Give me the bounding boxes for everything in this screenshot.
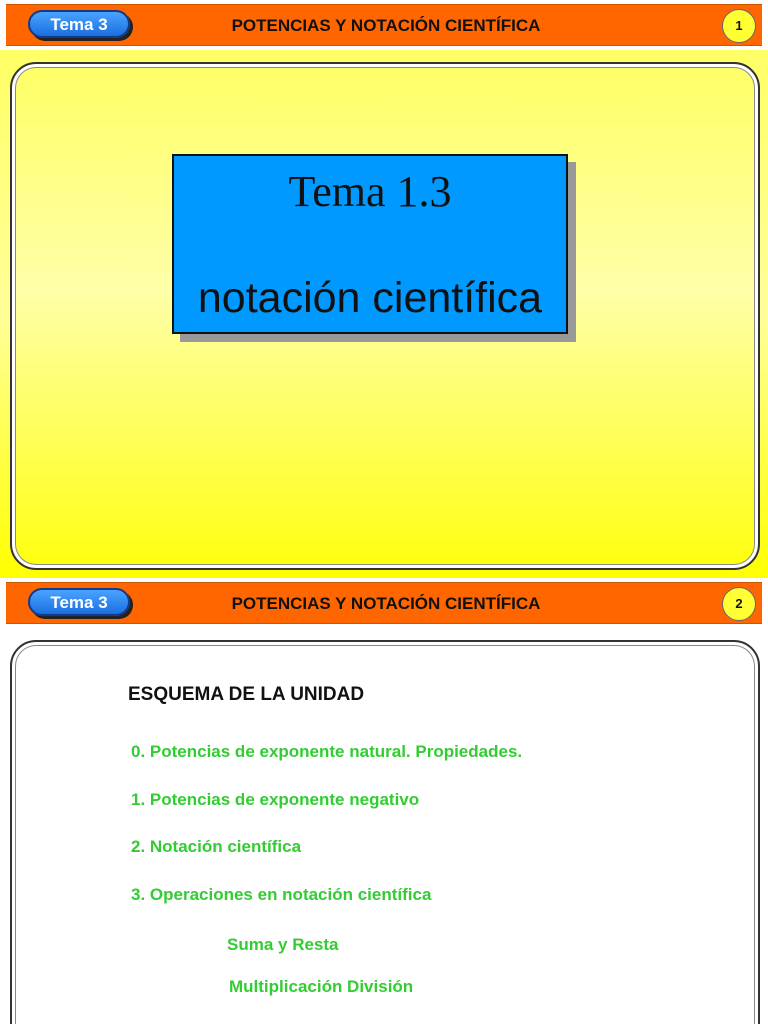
outline-subitem-multiplicacion-division: Multiplicación División	[229, 977, 414, 996]
title-line-2: notación científica	[197, 274, 543, 322]
page-number-badge: 2	[722, 587, 756, 621]
title-line-1: Tema 1.3	[288, 167, 452, 216]
page-number-badge: 1	[722, 9, 756, 43]
tema-button[interactable]: Tema 3	[28, 10, 130, 38]
outline-heading: ESQUEMA DE LA UNIDAD	[128, 684, 365, 705]
slide-2-frame	[10, 640, 760, 1024]
tema-button[interactable]: Tema 3	[28, 588, 130, 616]
outline-item-3: 3. Operaciones en notación científica	[131, 885, 432, 904]
outline-item-1: 1. Potencias de exponente negativo	[131, 790, 420, 809]
header-title: POTENCIAS Y NOTACIÓN CIENTÍFICA	[231, 594, 541, 613]
outline-item-0: 0. Potencias de exponente natural. Propiedades.	[131, 742, 523, 761]
header-title: POTENCIAS Y NOTACIÓN CIENTÍFICA	[231, 16, 541, 35]
outline-subitem-suma-resta: Suma y Resta	[227, 935, 339, 954]
slide-1-header	[6, 4, 762, 46]
slide-2	[0, 578, 768, 1024]
title-box	[172, 154, 568, 334]
slide-2-header	[6, 582, 762, 624]
outline-item-2: 2. Notación científica	[131, 837, 302, 856]
